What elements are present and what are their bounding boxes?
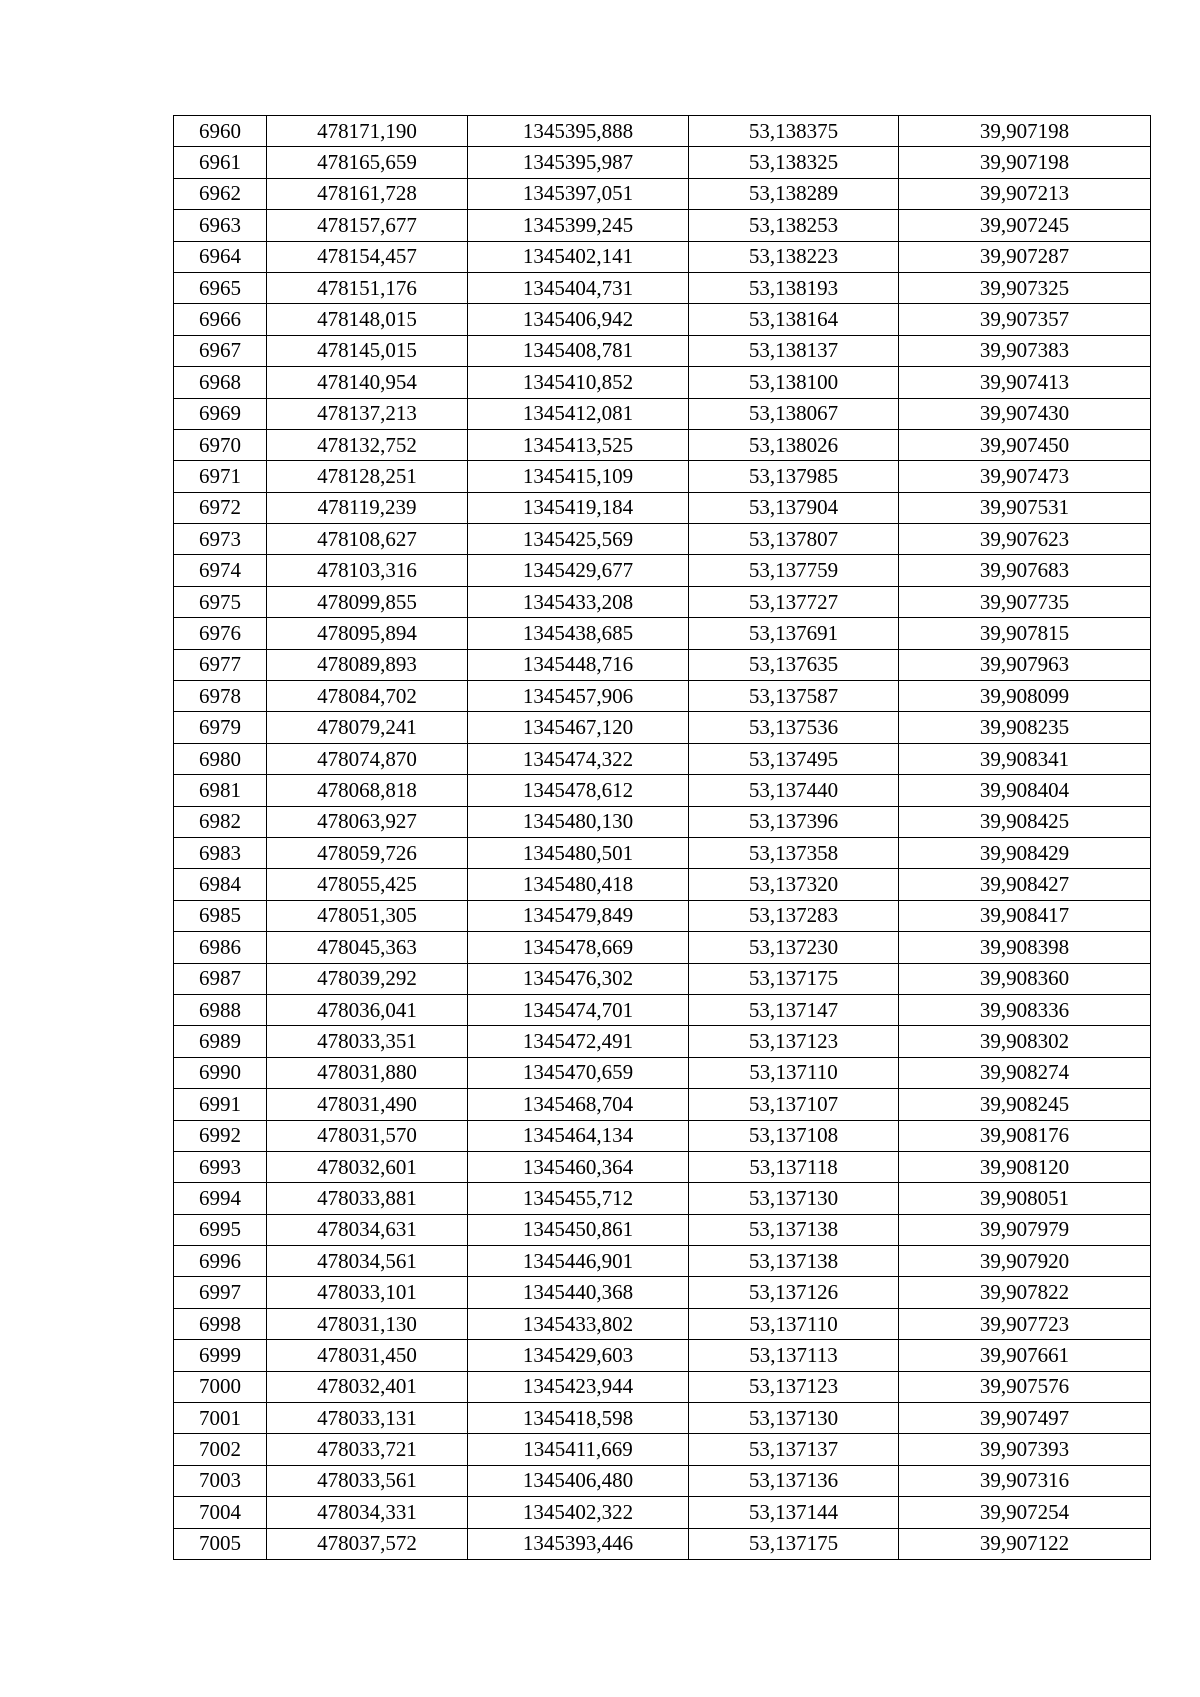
latitude-cell: 53,137118 bbox=[689, 1151, 899, 1182]
x-coordinate-cell: 478089,893 bbox=[267, 649, 468, 680]
table-row bbox=[174, 1026, 1151, 1057]
y-coordinate-cell: 1345455,712 bbox=[468, 1183, 689, 1214]
y-coordinate-cell: 1345412,081 bbox=[468, 398, 689, 429]
y-coordinate-cell: 1345480,418 bbox=[468, 869, 689, 900]
latitude-cell: 53,137396 bbox=[689, 806, 899, 837]
table-row bbox=[174, 1277, 1151, 1308]
point-number-cell: 7004 bbox=[174, 1497, 267, 1528]
point-number-cell: 6984 bbox=[174, 869, 267, 900]
table-row bbox=[174, 681, 1151, 712]
point-number-cell: 7003 bbox=[174, 1465, 267, 1496]
y-coordinate-cell: 1345433,802 bbox=[468, 1308, 689, 1339]
latitude-cell: 53,138223 bbox=[689, 241, 899, 272]
latitude-cell: 53,138375 bbox=[689, 116, 899, 147]
x-coordinate-cell: 478099,855 bbox=[267, 586, 468, 617]
longitude-cell: 39,908360 bbox=[899, 963, 1151, 994]
x-coordinate-cell: 478051,305 bbox=[267, 900, 468, 931]
table-row bbox=[174, 1120, 1151, 1151]
point-number-cell: 6971 bbox=[174, 461, 267, 492]
latitude-cell: 53,137440 bbox=[689, 775, 899, 806]
longitude-cell: 39,907198 bbox=[899, 147, 1151, 178]
latitude-cell: 53,137136 bbox=[689, 1465, 899, 1496]
point-number-cell: 6976 bbox=[174, 618, 267, 649]
table-row bbox=[174, 806, 1151, 837]
latitude-cell: 53,137130 bbox=[689, 1403, 899, 1434]
x-coordinate-cell: 478033,351 bbox=[267, 1026, 468, 1057]
longitude-cell: 39,907245 bbox=[899, 210, 1151, 241]
latitude-cell: 53,137727 bbox=[689, 586, 899, 617]
x-coordinate-cell: 478033,131 bbox=[267, 1403, 468, 1434]
x-coordinate-cell: 478031,450 bbox=[267, 1340, 468, 1371]
longitude-cell: 39,908176 bbox=[899, 1120, 1151, 1151]
y-coordinate-cell: 1345474,701 bbox=[468, 994, 689, 1025]
x-coordinate-cell: 478103,316 bbox=[267, 555, 468, 586]
x-coordinate-cell: 478165,659 bbox=[267, 147, 468, 178]
latitude-cell: 53,137110 bbox=[689, 1057, 899, 1088]
x-coordinate-cell: 478055,425 bbox=[267, 869, 468, 900]
latitude-cell: 53,137107 bbox=[689, 1089, 899, 1120]
point-number-cell: 6987 bbox=[174, 963, 267, 994]
table-row bbox=[174, 1183, 1151, 1214]
table-row bbox=[174, 1340, 1151, 1371]
point-number-cell: 6973 bbox=[174, 524, 267, 555]
x-coordinate-cell: 478095,894 bbox=[267, 618, 468, 649]
latitude-cell: 53,137358 bbox=[689, 837, 899, 868]
y-coordinate-cell: 1345393,446 bbox=[468, 1528, 689, 1559]
x-coordinate-cell: 478128,251 bbox=[267, 461, 468, 492]
point-number-cell: 6999 bbox=[174, 1340, 267, 1371]
longitude-cell: 39,907683 bbox=[899, 555, 1151, 586]
y-coordinate-cell: 1345479,849 bbox=[468, 900, 689, 931]
point-number-cell: 6996 bbox=[174, 1246, 267, 1277]
x-coordinate-cell: 478063,927 bbox=[267, 806, 468, 837]
y-coordinate-cell: 1345457,906 bbox=[468, 681, 689, 712]
latitude-cell: 53,138137 bbox=[689, 335, 899, 366]
point-number-cell: 6974 bbox=[174, 555, 267, 586]
latitude-cell: 53,138164 bbox=[689, 304, 899, 335]
table-row bbox=[174, 743, 1151, 774]
coordinates-table bbox=[173, 115, 1151, 1560]
longitude-cell: 39,907413 bbox=[899, 367, 1151, 398]
latitude-cell: 53,138100 bbox=[689, 367, 899, 398]
longitude-cell: 39,907979 bbox=[899, 1214, 1151, 1245]
y-coordinate-cell: 1345464,134 bbox=[468, 1120, 689, 1151]
point-number-cell: 7002 bbox=[174, 1434, 267, 1465]
longitude-cell: 39,907920 bbox=[899, 1246, 1151, 1277]
longitude-cell: 39,907287 bbox=[899, 241, 1151, 272]
table-row bbox=[174, 994, 1151, 1025]
y-coordinate-cell: 1345446,901 bbox=[468, 1246, 689, 1277]
point-number-cell: 6969 bbox=[174, 398, 267, 429]
y-coordinate-cell: 1345408,781 bbox=[468, 335, 689, 366]
longitude-cell: 39,907531 bbox=[899, 492, 1151, 523]
latitude-cell: 53,137123 bbox=[689, 1026, 899, 1057]
table-row bbox=[174, 335, 1151, 366]
latitude-cell: 53,138193 bbox=[689, 272, 899, 303]
longitude-cell: 39,908274 bbox=[899, 1057, 1151, 1088]
x-coordinate-cell: 478059,726 bbox=[267, 837, 468, 868]
latitude-cell: 53,137320 bbox=[689, 869, 899, 900]
longitude-cell: 39,908051 bbox=[899, 1183, 1151, 1214]
longitude-cell: 39,908398 bbox=[899, 932, 1151, 963]
table-row bbox=[174, 618, 1151, 649]
longitude-cell: 39,908429 bbox=[899, 837, 1151, 868]
point-number-cell: 6966 bbox=[174, 304, 267, 335]
latitude-cell: 53,137137 bbox=[689, 1434, 899, 1465]
y-coordinate-cell: 1345480,130 bbox=[468, 806, 689, 837]
latitude-cell: 53,137113 bbox=[689, 1340, 899, 1371]
y-coordinate-cell: 1345476,302 bbox=[468, 963, 689, 994]
longitude-cell: 39,907963 bbox=[899, 649, 1151, 680]
table-row bbox=[174, 932, 1151, 963]
x-coordinate-cell: 478045,363 bbox=[267, 932, 468, 963]
table-row bbox=[174, 649, 1151, 680]
y-coordinate-cell: 1345460,364 bbox=[468, 1151, 689, 1182]
y-coordinate-cell: 1345478,669 bbox=[468, 932, 689, 963]
table-row bbox=[174, 1214, 1151, 1245]
latitude-cell: 53,137147 bbox=[689, 994, 899, 1025]
latitude-cell: 53,137126 bbox=[689, 1277, 899, 1308]
x-coordinate-cell: 478037,572 bbox=[267, 1528, 468, 1559]
point-number-cell: 6995 bbox=[174, 1214, 267, 1245]
table-row bbox=[174, 1403, 1151, 1434]
point-number-cell: 6970 bbox=[174, 429, 267, 460]
y-coordinate-cell: 1345395,987 bbox=[468, 147, 689, 178]
point-number-cell: 6983 bbox=[174, 837, 267, 868]
table-row bbox=[174, 304, 1151, 335]
longitude-cell: 39,908404 bbox=[899, 775, 1151, 806]
x-coordinate-cell: 478031,130 bbox=[267, 1308, 468, 1339]
y-coordinate-cell: 1345404,731 bbox=[468, 272, 689, 303]
y-coordinate-cell: 1345429,603 bbox=[468, 1340, 689, 1371]
longitude-cell: 39,908427 bbox=[899, 869, 1151, 900]
table-row bbox=[174, 178, 1151, 209]
table-row bbox=[174, 524, 1151, 555]
point-number-cell: 7000 bbox=[174, 1371, 267, 1402]
point-number-cell: 7001 bbox=[174, 1403, 267, 1434]
table-row bbox=[174, 429, 1151, 460]
latitude-cell: 53,138067 bbox=[689, 398, 899, 429]
longitude-cell: 39,907661 bbox=[899, 1340, 1151, 1371]
longitude-cell: 39,908120 bbox=[899, 1151, 1151, 1182]
y-coordinate-cell: 1345448,716 bbox=[468, 649, 689, 680]
table-row bbox=[174, 116, 1151, 147]
point-number-cell: 6963 bbox=[174, 210, 267, 241]
point-number-cell: 6986 bbox=[174, 932, 267, 963]
x-coordinate-cell: 478154,457 bbox=[267, 241, 468, 272]
table-row bbox=[174, 869, 1151, 900]
latitude-cell: 53,137635 bbox=[689, 649, 899, 680]
x-coordinate-cell: 478036,041 bbox=[267, 994, 468, 1025]
point-number-cell: 6975 bbox=[174, 586, 267, 617]
point-number-cell: 6972 bbox=[174, 492, 267, 523]
latitude-cell: 53,137536 bbox=[689, 712, 899, 743]
point-number-cell: 6997 bbox=[174, 1277, 267, 1308]
table-row bbox=[174, 241, 1151, 272]
longitude-cell: 39,907450 bbox=[899, 429, 1151, 460]
x-coordinate-cell: 478137,213 bbox=[267, 398, 468, 429]
latitude-cell: 53,137587 bbox=[689, 681, 899, 712]
point-number-cell: 6961 bbox=[174, 147, 267, 178]
table-row bbox=[174, 398, 1151, 429]
y-coordinate-cell: 1345470,659 bbox=[468, 1057, 689, 1088]
point-number-cell: 6994 bbox=[174, 1183, 267, 1214]
y-coordinate-cell: 1345418,598 bbox=[468, 1403, 689, 1434]
latitude-cell: 53,137904 bbox=[689, 492, 899, 523]
point-number-cell: 6980 bbox=[174, 743, 267, 774]
x-coordinate-cell: 478161,728 bbox=[267, 178, 468, 209]
x-coordinate-cell: 478148,015 bbox=[267, 304, 468, 335]
table-row bbox=[174, 1057, 1151, 1088]
latitude-cell: 53,137123 bbox=[689, 1371, 899, 1402]
y-coordinate-cell: 1345478,612 bbox=[468, 775, 689, 806]
table-row bbox=[174, 900, 1151, 931]
x-coordinate-cell: 478034,561 bbox=[267, 1246, 468, 1277]
y-coordinate-cell: 1345395,888 bbox=[468, 116, 689, 147]
table-row bbox=[174, 492, 1151, 523]
longitude-cell: 39,907325 bbox=[899, 272, 1151, 303]
latitude-cell: 53,137807 bbox=[689, 524, 899, 555]
longitude-cell: 39,907383 bbox=[899, 335, 1151, 366]
x-coordinate-cell: 478032,601 bbox=[267, 1151, 468, 1182]
latitude-cell: 53,137985 bbox=[689, 461, 899, 492]
longitude-cell: 39,907497 bbox=[899, 1403, 1151, 1434]
longitude-cell: 39,907723 bbox=[899, 1308, 1151, 1339]
table-row bbox=[174, 1308, 1151, 1339]
longitude-cell: 39,908336 bbox=[899, 994, 1151, 1025]
latitude-cell: 53,137230 bbox=[689, 932, 899, 963]
x-coordinate-cell: 478145,015 bbox=[267, 335, 468, 366]
longitude-cell: 39,908425 bbox=[899, 806, 1151, 837]
y-coordinate-cell: 1345411,669 bbox=[468, 1434, 689, 1465]
point-number-cell: 6964 bbox=[174, 241, 267, 272]
y-coordinate-cell: 1345397,051 bbox=[468, 178, 689, 209]
longitude-cell: 39,907735 bbox=[899, 586, 1151, 617]
y-coordinate-cell: 1345402,141 bbox=[468, 241, 689, 272]
x-coordinate-cell: 478033,561 bbox=[267, 1465, 468, 1496]
y-coordinate-cell: 1345419,184 bbox=[468, 492, 689, 523]
point-number-cell: 6960 bbox=[174, 116, 267, 147]
point-number-cell: 6979 bbox=[174, 712, 267, 743]
point-number-cell: 6968 bbox=[174, 367, 267, 398]
longitude-cell: 39,907198 bbox=[899, 116, 1151, 147]
x-coordinate-cell: 478084,702 bbox=[267, 681, 468, 712]
y-coordinate-cell: 1345415,109 bbox=[468, 461, 689, 492]
point-number-cell: 6989 bbox=[174, 1026, 267, 1057]
y-coordinate-cell: 1345474,322 bbox=[468, 743, 689, 774]
y-coordinate-cell: 1345433,208 bbox=[468, 586, 689, 617]
table-row bbox=[174, 461, 1151, 492]
longitude-cell: 39,908235 bbox=[899, 712, 1151, 743]
point-number-cell: 6991 bbox=[174, 1089, 267, 1120]
table-row bbox=[174, 837, 1151, 868]
point-number-cell: 6985 bbox=[174, 900, 267, 931]
table-row bbox=[174, 555, 1151, 586]
table-row bbox=[174, 367, 1151, 398]
longitude-cell: 39,907316 bbox=[899, 1465, 1151, 1496]
point-number-cell: 6962 bbox=[174, 178, 267, 209]
longitude-cell: 39,907822 bbox=[899, 1277, 1151, 1308]
y-coordinate-cell: 1345429,677 bbox=[468, 555, 689, 586]
y-coordinate-cell: 1345399,245 bbox=[468, 210, 689, 241]
x-coordinate-cell: 478039,292 bbox=[267, 963, 468, 994]
table-row bbox=[174, 1371, 1151, 1402]
table-row bbox=[174, 712, 1151, 743]
y-coordinate-cell: 1345440,368 bbox=[468, 1277, 689, 1308]
longitude-cell: 39,907122 bbox=[899, 1528, 1151, 1559]
table-row bbox=[174, 1434, 1151, 1465]
y-coordinate-cell: 1345410,852 bbox=[468, 367, 689, 398]
y-coordinate-cell: 1345438,685 bbox=[468, 618, 689, 649]
y-coordinate-cell: 1345423,944 bbox=[468, 1371, 689, 1402]
x-coordinate-cell: 478033,721 bbox=[267, 1434, 468, 1465]
latitude-cell: 53,137138 bbox=[689, 1214, 899, 1245]
latitude-cell: 53,137108 bbox=[689, 1120, 899, 1151]
point-number-cell: 6982 bbox=[174, 806, 267, 837]
coordinates-table-body bbox=[174, 116, 1151, 1560]
point-number-cell: 6967 bbox=[174, 335, 267, 366]
x-coordinate-cell: 478074,870 bbox=[267, 743, 468, 774]
point-number-cell: 6998 bbox=[174, 1308, 267, 1339]
table-row bbox=[174, 963, 1151, 994]
longitude-cell: 39,907623 bbox=[899, 524, 1151, 555]
x-coordinate-cell: 478068,818 bbox=[267, 775, 468, 806]
x-coordinate-cell: 478033,881 bbox=[267, 1183, 468, 1214]
point-number-cell: 6988 bbox=[174, 994, 267, 1025]
point-number-cell: 6965 bbox=[174, 272, 267, 303]
longitude-cell: 39,907254 bbox=[899, 1497, 1151, 1528]
longitude-cell: 39,907815 bbox=[899, 618, 1151, 649]
point-number-cell: 6990 bbox=[174, 1057, 267, 1088]
point-number-cell: 6978 bbox=[174, 681, 267, 712]
latitude-cell: 53,138026 bbox=[689, 429, 899, 460]
point-number-cell: 6992 bbox=[174, 1120, 267, 1151]
table-row bbox=[174, 210, 1151, 241]
latitude-cell: 53,137110 bbox=[689, 1308, 899, 1339]
x-coordinate-cell: 478034,331 bbox=[267, 1497, 468, 1528]
latitude-cell: 53,137175 bbox=[689, 963, 899, 994]
longitude-cell: 39,907357 bbox=[899, 304, 1151, 335]
longitude-cell: 39,908417 bbox=[899, 900, 1151, 931]
latitude-cell: 53,137175 bbox=[689, 1528, 899, 1559]
longitude-cell: 39,907576 bbox=[899, 1371, 1151, 1402]
latitude-cell: 53,137691 bbox=[689, 618, 899, 649]
table-row bbox=[174, 1465, 1151, 1496]
y-coordinate-cell: 1345413,525 bbox=[468, 429, 689, 460]
longitude-cell: 39,907473 bbox=[899, 461, 1151, 492]
y-coordinate-cell: 1345467,120 bbox=[468, 712, 689, 743]
latitude-cell: 53,138325 bbox=[689, 147, 899, 178]
table-row bbox=[174, 775, 1151, 806]
latitude-cell: 53,138289 bbox=[689, 178, 899, 209]
latitude-cell: 53,137495 bbox=[689, 743, 899, 774]
latitude-cell: 53,137283 bbox=[689, 900, 899, 931]
y-coordinate-cell: 1345472,491 bbox=[468, 1026, 689, 1057]
x-coordinate-cell: 478031,570 bbox=[267, 1120, 468, 1151]
latitude-cell: 53,138253 bbox=[689, 210, 899, 241]
x-coordinate-cell: 478119,239 bbox=[267, 492, 468, 523]
table-row bbox=[174, 1246, 1151, 1277]
table-row bbox=[174, 1089, 1151, 1120]
y-coordinate-cell: 1345406,942 bbox=[468, 304, 689, 335]
x-coordinate-cell: 478032,401 bbox=[267, 1371, 468, 1402]
x-coordinate-cell: 478171,190 bbox=[267, 116, 468, 147]
y-coordinate-cell: 1345450,861 bbox=[468, 1214, 689, 1245]
table-row bbox=[174, 272, 1151, 303]
y-coordinate-cell: 1345406,480 bbox=[468, 1465, 689, 1496]
latitude-cell: 53,137138 bbox=[689, 1246, 899, 1277]
table-row bbox=[174, 1151, 1151, 1182]
latitude-cell: 53,137130 bbox=[689, 1183, 899, 1214]
table-row bbox=[174, 1497, 1151, 1528]
x-coordinate-cell: 478031,490 bbox=[267, 1089, 468, 1120]
point-number-cell: 6977 bbox=[174, 649, 267, 680]
y-coordinate-cell: 1345402,322 bbox=[468, 1497, 689, 1528]
point-number-cell: 6981 bbox=[174, 775, 267, 806]
table-row bbox=[174, 1528, 1151, 1559]
longitude-cell: 39,908302 bbox=[899, 1026, 1151, 1057]
latitude-cell: 53,137144 bbox=[689, 1497, 899, 1528]
x-coordinate-cell: 478157,677 bbox=[267, 210, 468, 241]
table-row bbox=[174, 147, 1151, 178]
latitude-cell: 53,137759 bbox=[689, 555, 899, 586]
longitude-cell: 39,907393 bbox=[899, 1434, 1151, 1465]
x-coordinate-cell: 478033,101 bbox=[267, 1277, 468, 1308]
longitude-cell: 39,908341 bbox=[899, 743, 1151, 774]
x-coordinate-cell: 478140,954 bbox=[267, 367, 468, 398]
table-row bbox=[174, 586, 1151, 617]
y-coordinate-cell: 1345480,501 bbox=[468, 837, 689, 868]
x-coordinate-cell: 478031,880 bbox=[267, 1057, 468, 1088]
x-coordinate-cell: 478108,627 bbox=[267, 524, 468, 555]
longitude-cell: 39,908099 bbox=[899, 681, 1151, 712]
point-number-cell: 6993 bbox=[174, 1151, 267, 1182]
x-coordinate-cell: 478079,241 bbox=[267, 712, 468, 743]
y-coordinate-cell: 1345425,569 bbox=[468, 524, 689, 555]
x-coordinate-cell: 478151,176 bbox=[267, 272, 468, 303]
point-number-cell: 7005 bbox=[174, 1528, 267, 1559]
longitude-cell: 39,908245 bbox=[899, 1089, 1151, 1120]
y-coordinate-cell: 1345468,704 bbox=[468, 1089, 689, 1120]
longitude-cell: 39,907213 bbox=[899, 178, 1151, 209]
x-coordinate-cell: 478034,631 bbox=[267, 1214, 468, 1245]
longitude-cell: 39,907430 bbox=[899, 398, 1151, 429]
x-coordinate-cell: 478132,752 bbox=[267, 429, 468, 460]
